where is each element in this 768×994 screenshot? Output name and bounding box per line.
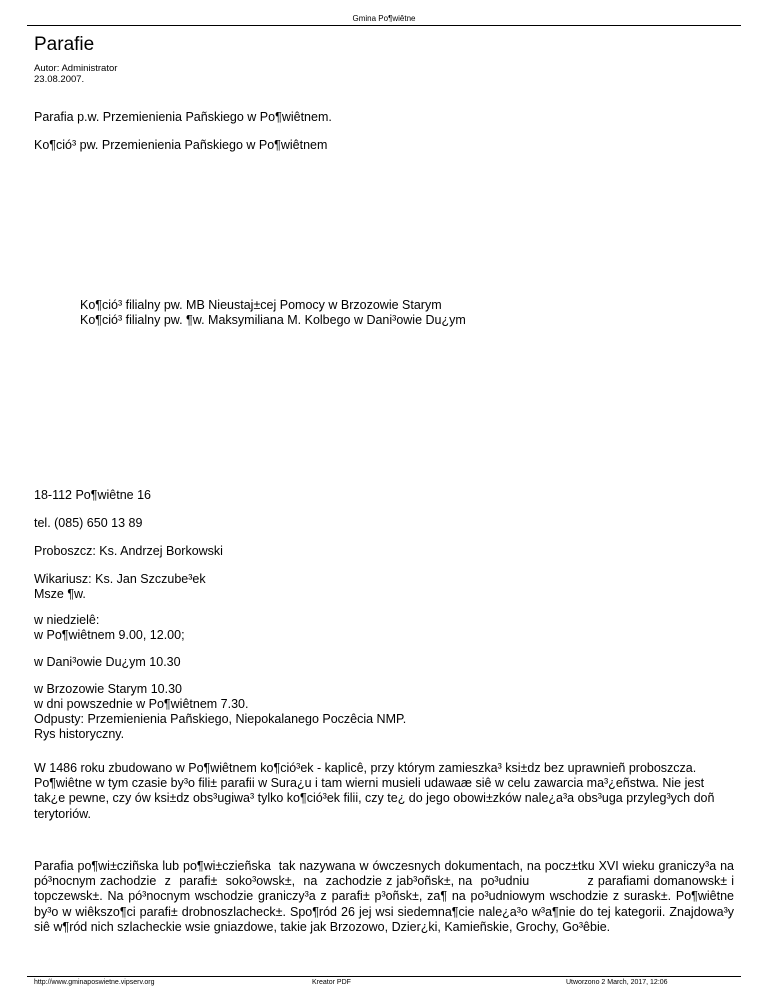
history-paragraph-2: Parafia po¶wi±cziñska lub po¶wi±czieñska tak nazywana w ówczesnych dokumentach, na pocz±tku XVI wieku graniczy³a na pó³nocnym zachodzie z parafi± soko³owsk±, na zachodzie z jab³oñsk±, na po³udniu z parafiami domanowsk± i topczewsk±. Na pó³nocnym wschodzie graniczy³a z parafi± p³oñsk±, za¶ na po³udniowym wschodzie z surask±. Po¶wiêtne by³o w wiêkszo¶ci parafi± drobnoszlacheck±. Spo¶ród 26 jej wsi siedemna¶cie nale¿a³o w³a¶nie do tej kategorii. Znajdowa³y siê w¶ród nich szlacheckie wsie gniazdowe, takie jak Brzozowo, Dzier¿ki, Kamieñskie, Grochy, Go³êbie. — [34, 859, 738, 934]
vicar: Wikariusz: Ks. Jan Szczube³ek — [34, 572, 206, 586]
date-line: 23.08.2007. — [34, 74, 85, 85]
author-line: Autor: Administrator — [34, 63, 118, 74]
sunday-danilow: w Dani³owie Du¿ym 10.30 — [34, 655, 181, 669]
indulgences: Odpusty: Przemienienia Pañskiego, Niepokalanego Poczêcia NMP. — [34, 712, 407, 726]
sunday-poswietne: w Po¶wiêtnem 9.00, 12.00; — [34, 628, 185, 642]
pastor: Proboszcz: Ks. Andrzej Borkowski — [34, 544, 223, 558]
page-title: Parafie — [34, 34, 95, 55]
sunday-brzozow: w Brzozowie Starym 10.30 — [34, 682, 182, 696]
phone: tel. (085) 650 13 89 — [34, 516, 143, 530]
address: 18-112 Po¶wiêtne 16 — [34, 488, 151, 502]
footer-created: Utworzono 2 March, 2017, 12:06 — [566, 979, 668, 986]
sunday-label: w niedzielê: — [34, 613, 100, 627]
header-divider — [27, 25, 741, 26]
chapel-item: Ko¶ció³ filialny pw. MB Nieustaj±cej Pomocy w Brzozowie Starym — [80, 298, 442, 312]
parish-heading: Parafia p.w. Przemienienia Pañskiego w Po¶wiêtnem. — [34, 110, 332, 124]
footer-url: http://www.gminaposwietne.vipserv.org — [34, 979, 155, 986]
weekday-mass: w dni powszednie w Po¶wiêtnem 7.30. — [34, 697, 249, 711]
masses-label: Msze ¶w. — [34, 587, 86, 601]
footer-generator: Kreator PDF — [312, 979, 351, 986]
history-label: Rys historyczny. — [34, 727, 125, 741]
article-meta — [34, 63, 117, 85]
history-paragraph-1: W 1486 roku zbudowano w Po¶wiêtnem ko¶ció³ek - kaplicê, przy którym zamieszka³ ksi±dz bez uprawnieñ proboszcza. Po¶wiêtne w tym czasie by³o fili± parafii w Sura¿u i tam wierni musieli udawaæ siê w celu zawarcia ma³¿eñstwa. Nie jest tak¿e pewne, czy ów ksi±dz obs³ugiwa³ tylko ko¶ció³ek filii, czy te¿ do jego obowi±zków nale¿a³a obs³uga przyleg³ych doñ terytoriów. — [34, 761, 715, 821]
church-name: Ko¶ció³ pw. Przemienienia Pañskiego w Po¶wiêtnem — [34, 138, 328, 152]
site-header: Gmina Po¶wiêtne — [352, 14, 416, 23]
chapel-item: Ko¶ció³ filialny pw. ¶w. Maksymiliana M. Kolbego w Dani³owie Du¿ym — [80, 313, 466, 327]
chapel-list — [80, 298, 466, 328]
footer-divider — [27, 976, 741, 977]
